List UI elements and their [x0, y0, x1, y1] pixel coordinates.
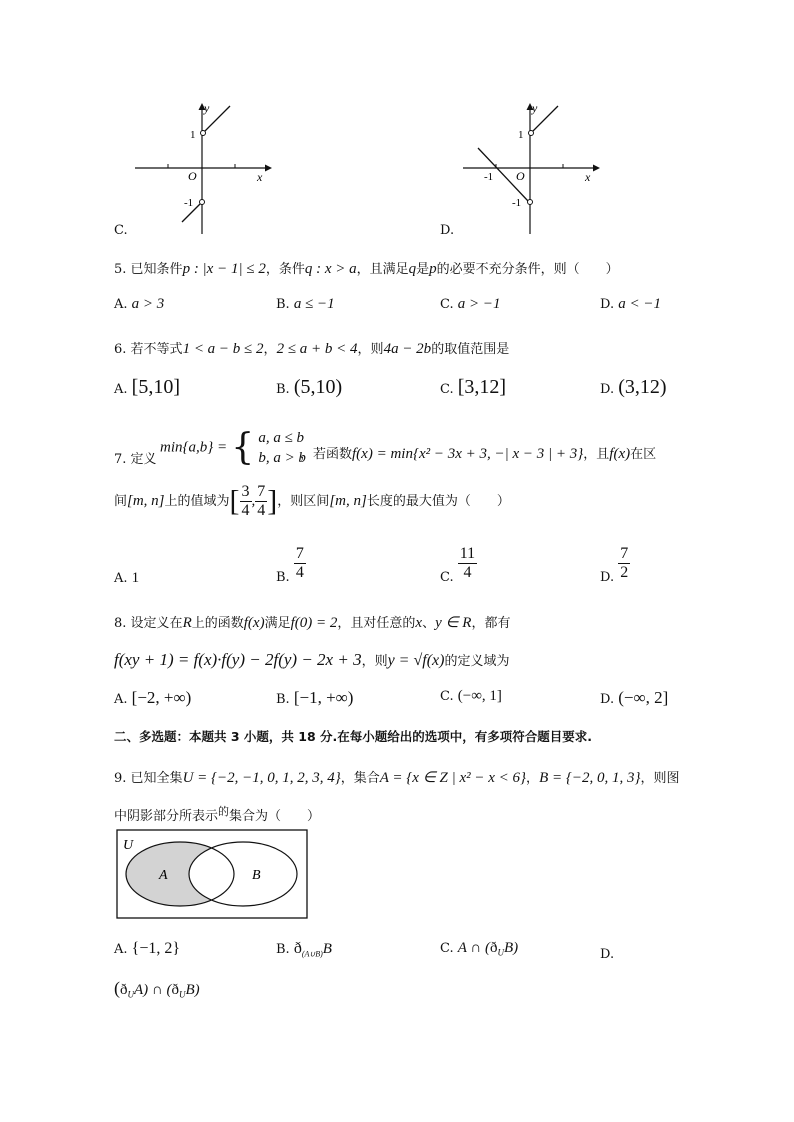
text-span: [ [229, 484, 240, 518]
text-span: 定义 [130, 452, 157, 467]
question-9 [114, 767, 679, 787]
text-span: C. [440, 297, 454, 312]
math: f(x) = min{x² − 3x + 3, −| x − 3 | + 3} [352, 446, 584, 462]
graph-c-tick-label: -1 [184, 197, 194, 209]
q5-option-b[interactable] [276, 296, 335, 313]
graph-c-option: C. [114, 223, 128, 238]
q6-option-c[interactable] [440, 376, 506, 399]
q7-line2 [114, 483, 510, 520]
graph-c-tick-label: 1 [190, 129, 196, 141]
text-span: D. [600, 382, 615, 397]
question-text: ，条件 [265, 262, 305, 277]
text-span: B) [504, 940, 519, 956]
text-span: [−1, +∞) [293, 688, 354, 707]
text-span [618, 545, 630, 582]
venn-a-label: A [159, 868, 168, 883]
q8-option-a[interactable] [114, 688, 191, 708]
text-span: 7 [295, 545, 304, 562]
q7-min-definition [160, 428, 306, 468]
text-span: , [251, 493, 256, 509]
text-span: min{a,b} = [160, 439, 228, 456]
graph-c-svg [130, 98, 280, 238]
question-5 [114, 258, 619, 278]
q6-option-d[interactable] [600, 376, 667, 399]
text-span: 设定义在 [130, 616, 183, 631]
text-span: 7 [620, 545, 629, 562]
text-span: [−2, +∞) [131, 688, 192, 707]
text-span: (−∞, 1] [457, 688, 502, 704]
text-span: A. [114, 942, 128, 957]
text-span: 在区 [630, 447, 657, 462]
text-span: f(x) [243, 615, 265, 631]
text-span: 7 [257, 483, 266, 500]
text-span [458, 545, 477, 582]
text-span: B = {−2, 0, 1, 3} [539, 770, 641, 786]
text-span: a < −1 [618, 296, 661, 312]
q6-option-a[interactable] [114, 376, 180, 399]
section-heading: 二、多选题：本题共 3 小题，共 18 分.在每小题给出的选项中，有多项符合题目要求. [114, 729, 592, 744]
text-span: 上的值域为 [164, 494, 230, 509]
graph-d-y-label: y [532, 101, 538, 115]
text-span: ð [293, 940, 302, 957]
text-span: A. [114, 382, 128, 397]
text-span: U [497, 947, 504, 958]
q5-option-d[interactable] [600, 296, 661, 313]
text-span: 4 [257, 502, 266, 519]
text-span: 1 [131, 570, 140, 586]
text-span: C. [440, 570, 454, 585]
q8-option-d[interactable] [600, 688, 668, 708]
text-span: 的定义域为 [444, 654, 510, 669]
text-span: ( [114, 978, 120, 998]
graph-d-origin: O [516, 169, 525, 183]
text-span: ] [267, 484, 278, 518]
text-span: B. [276, 570, 290, 585]
brace: { [231, 427, 255, 468]
math: f(x) [609, 446, 631, 462]
question-number: 6. [114, 342, 127, 357]
text-span: a ≤ −1 [293, 296, 335, 312]
text-span: a > −1 [457, 296, 501, 312]
text-span: y = √f(x) [387, 652, 445, 669]
math: [m, n] [329, 493, 367, 509]
text-span: C. [440, 941, 454, 956]
text-span: A. [114, 297, 128, 312]
q6-option-b[interactable] [276, 376, 342, 399]
math: p [429, 261, 437, 277]
q9-option-d[interactable] [114, 978, 200, 1000]
text-span: 已知全集 [130, 771, 183, 786]
text-span: (A∪B) [301, 949, 323, 959]
text-span [258, 428, 306, 468]
text-span: D. [600, 947, 615, 962]
q8-option-c[interactable] [440, 688, 502, 705]
question-text: 已知条件 [130, 262, 183, 277]
text-span: ，且对任意的 [337, 616, 416, 631]
text-span: 4 [463, 564, 472, 581]
math: [m, n] [127, 493, 165, 509]
text-span: 7. [114, 452, 127, 467]
text-span: (5,10) [293, 376, 343, 398]
question-text: ，则 [357, 342, 384, 357]
text-span: R [182, 615, 192, 631]
q7-option-a[interactable] [114, 570, 139, 587]
graph-c [130, 98, 280, 238]
text-span: 11 [459, 545, 476, 562]
question-number: 5. [114, 262, 127, 277]
text-span: D. [600, 692, 615, 707]
graph-c-open-point [201, 131, 206, 136]
text-span: ，则图 [640, 771, 680, 786]
text-span: ð [120, 982, 128, 998]
q9-line2 [114, 803, 320, 824]
text-span: (3,12) [618, 376, 667, 398]
text-span: B. [276, 692, 290, 707]
graph-d [458, 98, 608, 238]
graph-d-svg [458, 98, 608, 238]
text-span: x [415, 615, 423, 631]
math: q [408, 261, 417, 277]
text-span: B [322, 941, 332, 957]
text-span: A = {x ∈ Z | x² − x < 6} [379, 770, 527, 786]
text-span: ，集合 [340, 771, 380, 786]
text-span: 集合为（ ） [229, 809, 321, 824]
q9-option-d-label[interactable] [600, 947, 614, 962]
text-span: C. [440, 382, 454, 397]
q9-option-a[interactable] [114, 940, 180, 958]
text-span: (−∞, 2] [618, 688, 669, 707]
question-text: ，且满足 [356, 262, 409, 277]
text-span: D. [600, 570, 615, 585]
text-span: A. [114, 692, 128, 707]
graph-d-option: D. [440, 223, 455, 238]
q7-text [300, 443, 656, 463]
venn-diagram [116, 829, 308, 919]
text-span: {−1, 2} [131, 940, 181, 957]
question-number: 9. [114, 771, 127, 786]
text-span: 3 [241, 483, 250, 500]
text-span: f(xy + 1) = f(x)·f(y) − 2f(y) − 2x + 3 [114, 650, 362, 669]
graph-d-x-arrow [593, 165, 600, 172]
text-span: 间 [114, 494, 128, 509]
venn-svg [116, 829, 308, 919]
text-span: ，则 [361, 654, 388, 669]
text-span: ， [526, 771, 540, 786]
q7-option-c[interactable] [440, 545, 477, 585]
text-span: A ∩ ( [457, 940, 490, 956]
text-span: A) ∩ ( [134, 982, 172, 998]
graph-d-tick-label: 1 [518, 129, 524, 141]
text-span: f(0) = 2 [290, 615, 338, 631]
question-6 [114, 338, 509, 358]
q8-option-b[interactable] [276, 688, 353, 708]
question-number: 8. [114, 616, 127, 631]
text-span: 上的函数 [191, 616, 244, 631]
text-span: ，若函数 [300, 447, 353, 462]
text-span: b, a > b [258, 450, 306, 466]
q9-option-c[interactable] [440, 940, 518, 958]
text-span: A. [114, 571, 128, 586]
text-span: U [127, 989, 134, 1000]
text-span: ，且 [583, 447, 610, 462]
text-span [255, 483, 267, 520]
graph-c-y-label: y [204, 101, 210, 115]
graph-d-open-point [529, 131, 534, 136]
text-span: [3,12] [457, 376, 507, 398]
text-span [294, 545, 306, 582]
text-span: B. [276, 297, 290, 312]
question-text: 的取值范围是 [431, 342, 510, 357]
math: 1 < a − b ≤ 2 [182, 341, 264, 357]
text-span: 4 [241, 502, 250, 519]
text-span: B. [276, 942, 290, 957]
text-span: D. [600, 297, 615, 312]
question-text: 若不等式 [130, 342, 183, 357]
question-7-number [114, 448, 157, 467]
q7-option-d[interactable] [600, 545, 630, 585]
text-span: 中阴影部分所表示 [114, 809, 219, 824]
text-span: 2 [620, 564, 629, 581]
math: q : x > a [304, 261, 357, 277]
text-span: [5,10] [131, 376, 180, 398]
text-span [240, 483, 252, 520]
graph-c-x-arrow [265, 165, 272, 172]
text-span: B) [185, 982, 200, 998]
question-8 [114, 612, 510, 632]
text-span: ， [263, 342, 277, 357]
venn-u-label: U [123, 838, 134, 853]
text-span: ，则区间 [277, 494, 330, 509]
q7-option-b[interactable] [276, 545, 306, 585]
text-span: U = {−2, −1, 0, 1, 2, 3, 4} [182, 770, 341, 786]
text-span: 的 [218, 805, 230, 818]
text-span: 长度的最大值为（ ） [366, 494, 510, 509]
math: 4a − 2b [383, 341, 432, 357]
question-text: 是 [416, 262, 430, 277]
graph-d-tick-label: -1 [512, 197, 522, 209]
q5-option-c[interactable] [440, 296, 501, 313]
text-span: a, a ≤ b [258, 430, 305, 446]
text-span: ，都有 [471, 616, 511, 631]
q5-option-a[interactable] [114, 296, 164, 313]
text-span: ð [171, 982, 179, 998]
q8-line2 [114, 650, 509, 670]
text-span: 4 [295, 564, 304, 581]
graph-c-x-label: x [257, 170, 263, 184]
text-span: 、 [422, 616, 436, 631]
graph-d-open-point [528, 200, 533, 205]
graph-c-origin: O [188, 169, 197, 183]
venn-b-label: B [252, 868, 261, 883]
graph-d-x-label: x [585, 170, 591, 184]
text-span: B. [276, 382, 290, 397]
text-span: y ∈ R [435, 615, 472, 631]
text-span: ð [490, 940, 498, 956]
text-span: C. [440, 689, 454, 704]
math: p : |x − 1| ≤ 2 [182, 261, 266, 277]
question-text: 的必要不充分条件，则（ ） [436, 262, 619, 277]
graph-d-tick-label: -1 [484, 171, 494, 183]
text-span: a > 3 [131, 296, 165, 312]
graph-c-open-point [200, 200, 205, 205]
text-span: U [179, 989, 186, 1000]
math: 2 ≤ a + b < 4 [276, 341, 358, 357]
q9-option-b[interactable] [276, 940, 332, 959]
text-span: 满足 [264, 616, 291, 631]
